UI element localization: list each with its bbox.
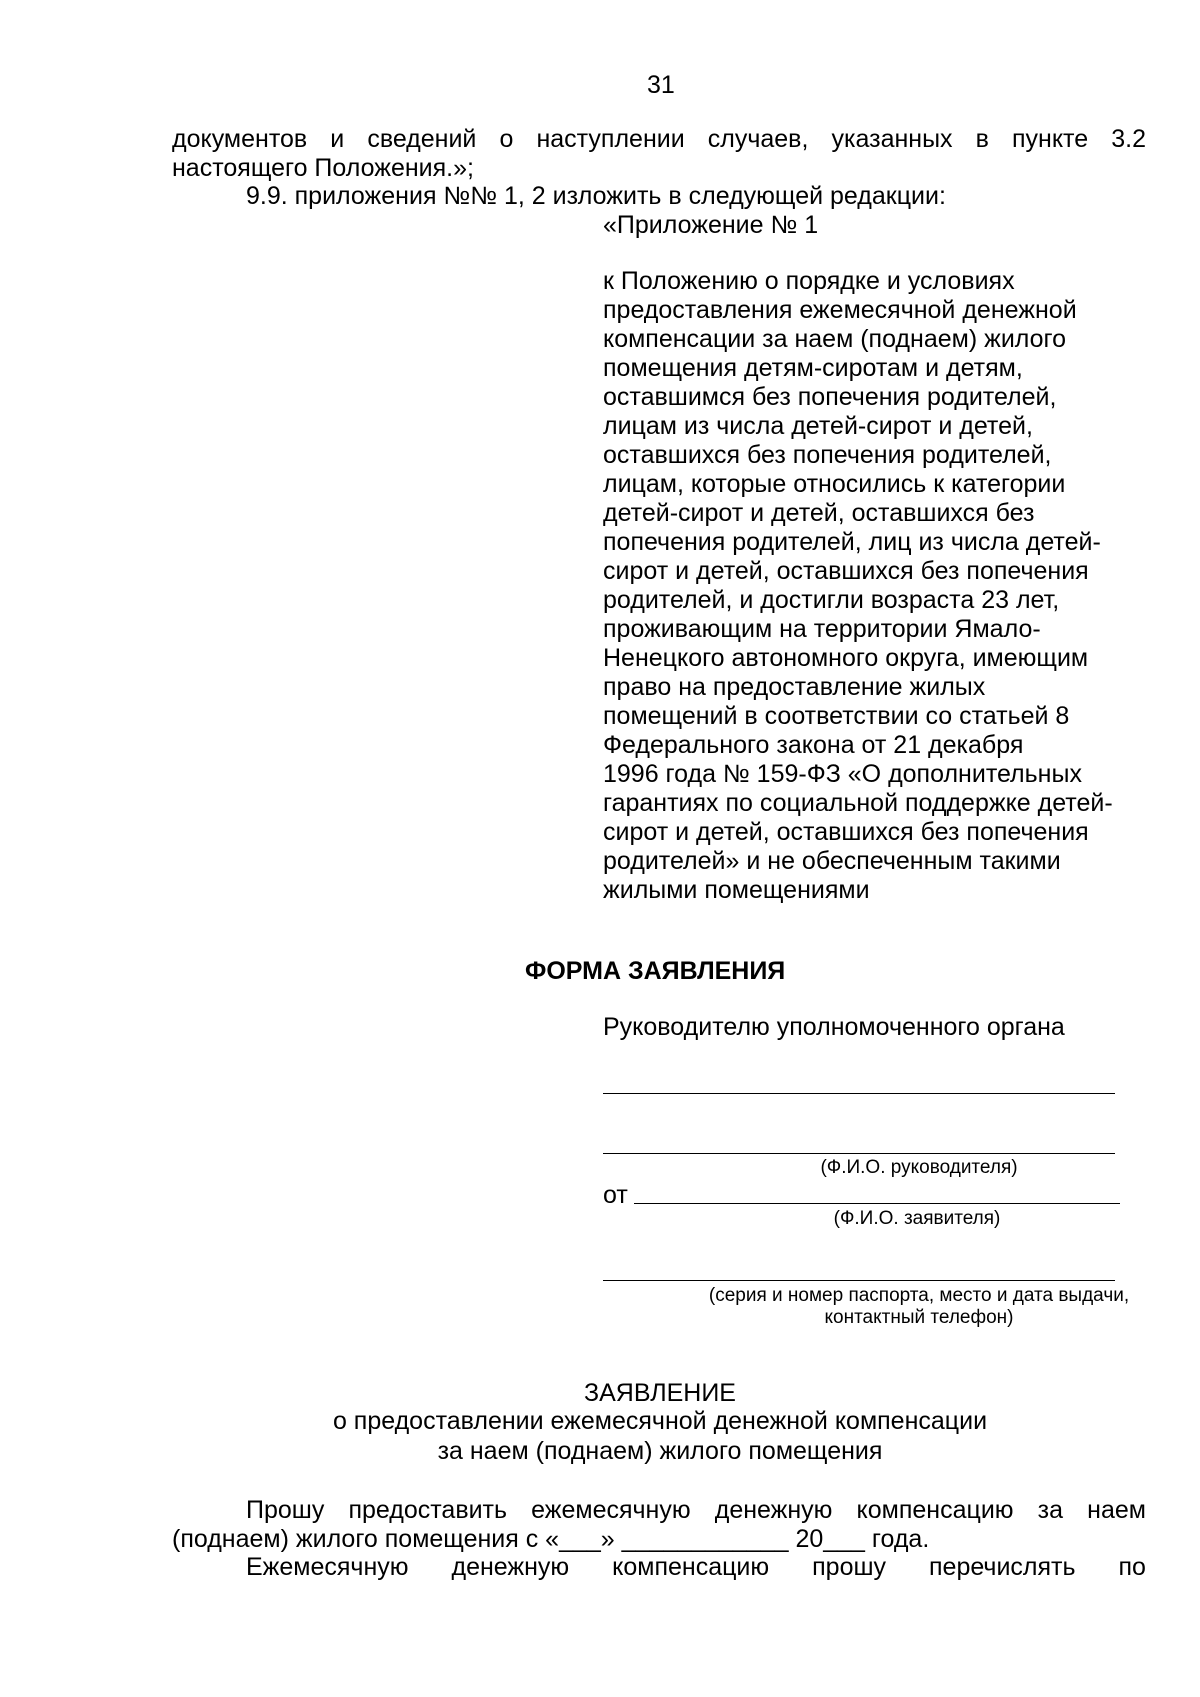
- intro-line-3: 9.9. приложения №№ 1, 2 изложить в следующей редакции:: [246, 182, 946, 210]
- statement-subheading-2: за наем (поднаем) жилого помещения: [437, 1437, 883, 1465]
- body-p1-line-2: (поднаем) жилого помещения с «___» ____________ 20___ года.: [172, 1525, 930, 1553]
- appendix-line: оставшихся без попечения родителей,: [603, 441, 1052, 469]
- appendix-line: гарантиях по социальной поддержке детей-: [603, 789, 1113, 817]
- appendix-line: право на предоставление жилых: [603, 673, 986, 701]
- form-title: ФОРМА ЗАЯВЛЕНИЯ: [525, 957, 786, 985]
- body-p2-line-1-word: по: [1118, 1553, 1146, 1581]
- appendix-description: [603, 267, 1143, 905]
- appendix-line: 1996 года № 159-ФЗ «О дополнительных: [603, 760, 1082, 788]
- body-p2-line-1: [246, 1552, 1146, 1582]
- intro-line-1-word: и: [330, 125, 345, 153]
- appendix-line: детей-сирот и детей, оставшихся без: [603, 499, 1035, 527]
- appendix-line: помещений в соответствии со статьей 8: [603, 702, 1070, 730]
- addressee-line: Руководителю уполномоченного органа: [603, 1013, 1065, 1041]
- head-name-caption: (Ф.И.О. руководителя): [820, 1157, 1018, 1178]
- appendix-line: проживающим на территории Ямало-: [603, 615, 1041, 643]
- statement-heading: ЗАЯВЛЕНИЕ: [583, 1379, 736, 1407]
- appendix-line: предоставления ежемесячной денежной: [603, 296, 1077, 324]
- appendix-title: «Приложение № 1: [603, 211, 819, 239]
- blank-line-passport: [603, 1280, 1115, 1281]
- appendix-line: к Положению о порядке и условиях: [603, 267, 1015, 295]
- appendix-line: жилыми помещениями: [603, 876, 870, 904]
- body-p1-line-1-word: наем: [1087, 1496, 1146, 1524]
- appendix-line: лицам, которые относились к категории: [603, 470, 1066, 498]
- body-p1-line-1-word: Прошу: [246, 1496, 325, 1524]
- intro-line-2: настоящего Положения.»;: [172, 154, 474, 182]
- blank-line-organ: [603, 1093, 1115, 1094]
- passport-caption-2: контактный телефон): [824, 1307, 1014, 1328]
- body-p1-line-1-word: денежную: [714, 1496, 833, 1524]
- body-p1-line-1-word: за: [1037, 1496, 1064, 1524]
- appendix-line: лицам из числа детей-сирот и детей,: [603, 412, 1033, 440]
- page-number: 31: [647, 71, 675, 99]
- intro-line-1-word: о: [499, 125, 514, 153]
- appendix-line: Федерального закона от 21 декабря: [603, 731, 1024, 759]
- body-p2-line-1-word: перечислять: [929, 1553, 1076, 1581]
- appendix-line: оставшимся без попечения родителей,: [603, 383, 1057, 411]
- appendix-line: помещения детям-сиротам и детям,: [603, 354, 1023, 382]
- appendix-line: сирот и детей, оставшихся без попечения: [603, 818, 1089, 846]
- intro-line-1-word: указанных: [831, 125, 953, 153]
- intro-line-1-word: 3.2: [1111, 125, 1146, 153]
- appendix-line: компенсации за наем (поднаем) жилого: [603, 325, 1067, 353]
- appendix-line: родителей» и не обеспеченным такими: [603, 847, 1061, 875]
- body-p2-line-1-word: Ежемесячную: [246, 1553, 409, 1581]
- intro-line-1-word: документов: [172, 125, 308, 153]
- body-p2-line-1-word: компенсацию: [612, 1553, 770, 1581]
- body-p2-line-1-word: денежную: [451, 1553, 570, 1581]
- appendix-line: Ненецкого автономного округа, имеющим: [603, 644, 1089, 672]
- body-p2-line-1-word: прошу: [812, 1553, 887, 1581]
- intro-line-1-word: сведений: [367, 125, 477, 153]
- appendix-line: родителей, и достигли возраста 23 лет,: [603, 586, 1060, 614]
- from-label: от: [603, 1181, 628, 1209]
- body-p1-line-1-word: предоставить: [348, 1496, 508, 1524]
- applicant-caption: (Ф.И.О. заявителя): [833, 1208, 1001, 1229]
- appendix-line: сирот и детей, оставшихся без попечения: [603, 557, 1089, 585]
- blank-line-head-name: [603, 1153, 1115, 1154]
- body-p1-line-1-word: ежемесячную: [531, 1496, 691, 1524]
- passport-caption-1: (серия и номер паспорта, место и дата выдачи,: [708, 1285, 1130, 1306]
- body-p1-line-1: [246, 1495, 1146, 1525]
- statement-subheading-1: о предоставлении ежемесячной денежной компенсации: [332, 1407, 988, 1435]
- intro-line-1-word: наступлении: [536, 125, 685, 153]
- intro-line-1: [172, 124, 1146, 154]
- body-p1-line-1-word: компенсацию: [856, 1496, 1014, 1524]
- intro-line-1-word: в: [975, 125, 989, 153]
- intro-line-1-word: пункте: [1012, 125, 1089, 153]
- appendix-line: попечения родителей, лиц из числа детей-: [603, 528, 1101, 556]
- blank-line-applicant: [634, 1203, 1120, 1204]
- intro-line-1-word: случаев,: [707, 125, 809, 153]
